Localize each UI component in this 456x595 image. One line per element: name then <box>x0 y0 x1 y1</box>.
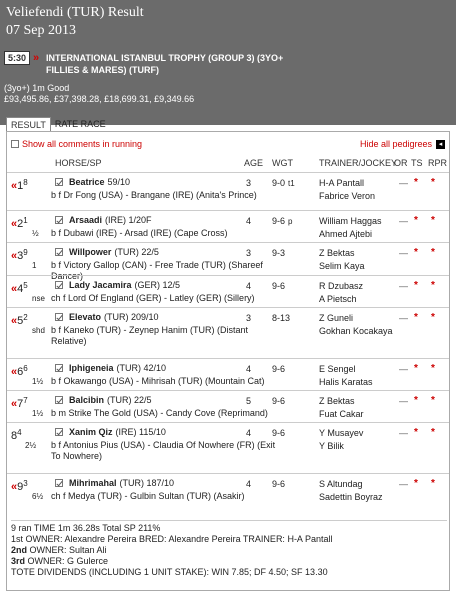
topspeed-rating: * <box>414 363 418 374</box>
trainer-name[interactable]: R Dzubasz <box>319 281 364 291</box>
draw-number: 5 <box>23 281 28 290</box>
position-number: 6 <box>17 366 24 378</box>
pedigree: b f Kaneko (TUR) - Zeynep Hanim (TUR) (Distant Relative) <box>51 325 249 346</box>
finish-position <box>11 396 44 418</box>
pedigree: b f Dr Fong (USA) - Brangane (IRE) (Anita's Prince) <box>51 190 257 200</box>
official-rating: — <box>399 396 408 406</box>
raquo-icon: « <box>11 366 18 378</box>
horse-weight <box>272 479 288 489</box>
race-time-box <box>4 51 39 65</box>
trainer-name[interactable]: Z Bektas <box>319 248 355 258</box>
checkbox-icon[interactable] <box>55 428 63 436</box>
topspeed-rating: * <box>414 312 418 323</box>
raquo-icon: « <box>11 180 18 192</box>
horse-weight <box>272 364 288 374</box>
checkbox-icon[interactable] <box>55 216 63 224</box>
horse-weight <box>272 313 293 323</box>
tab-bar <box>6 117 110 132</box>
checkbox-icon[interactable] <box>55 396 63 404</box>
rpr-rating: * <box>431 177 435 188</box>
footer-summary: 9 ran TIME 1m 36.28s Total SP 211% <box>11 523 161 533</box>
table-row <box>7 307 449 358</box>
trainer-name[interactable]: Z Guneli <box>319 313 354 323</box>
position-number: 3 <box>17 250 24 262</box>
col-wgt: WGT <box>272 158 293 168</box>
horse-sp: (TUR) 187/10 <box>119 478 175 488</box>
finish-position <box>11 428 37 450</box>
show-comments-toggle[interactable] <box>11 139 142 149</box>
horse-entry[interactable] <box>55 312 159 322</box>
pedigree: ch f Lord Of England (GER) - Latley (GER) (Sillery) <box>51 293 255 303</box>
draw-number: 3 <box>23 479 28 488</box>
hide-pedigrees-label[interactable]: Hide all pedigrees <box>359 139 432 149</box>
official-rating: — <box>399 178 408 188</box>
official-rating: — <box>399 281 408 291</box>
horse-sp: (TUR) 209/10 <box>104 312 159 322</box>
footer-first: 1st OWNER: Alexandre Pereira BRED: Alexandre Pereira TRAINER: H-A Pantall <box>11 534 333 544</box>
horse-age: 4 <box>246 428 252 438</box>
horse-sp: (TUR) 22/5 <box>107 395 152 405</box>
horse-age: 4 <box>246 281 252 291</box>
footer-third-text: OWNER: G Gulerce <box>25 556 109 566</box>
col-age: AGE <box>244 158 264 168</box>
table-row <box>7 172 449 210</box>
official-rating: — <box>399 364 408 374</box>
horse-entry[interactable] <box>55 395 152 405</box>
footer-third-label: 3rd <box>11 556 26 566</box>
headgear: t1 <box>288 179 295 188</box>
checkbox-icon[interactable] <box>55 178 63 186</box>
rpr-rating: * <box>431 280 435 291</box>
weight-value: 8-13 <box>272 313 291 323</box>
horse-name[interactable]: Lady Jacamira <box>69 280 132 290</box>
position-number: 8 <box>11 430 18 442</box>
trainer-name[interactable]: Y Musayev <box>319 428 364 438</box>
trainer-name[interactable]: E Sengel <box>319 364 356 374</box>
jockey-name[interactable]: Fuat Cakar <box>319 409 364 419</box>
rpr-rating: * <box>431 312 435 323</box>
distance-beaten: ½ <box>32 229 39 238</box>
draw-number: 8 <box>23 178 28 187</box>
horse-entry[interactable] <box>55 215 152 225</box>
headgear: p <box>288 217 293 226</box>
footer-second-label: 2nd <box>11 545 28 555</box>
horse-sp: (TUR) 22/5 <box>114 247 159 257</box>
position-number: 2 <box>17 218 24 230</box>
position-number: 4 <box>17 283 24 295</box>
position-number: 1 <box>17 180 24 192</box>
horse-entry[interactable] <box>55 478 174 488</box>
draw-number: 1 <box>23 216 28 225</box>
pedigree: b f Okawango (USA) - Mihrisah (TUR) (Mountain Cat) <box>51 376 265 386</box>
finish-position <box>11 313 45 335</box>
horse-weight <box>272 281 288 291</box>
horse-weight <box>272 178 295 188</box>
weight-value: 9-6 <box>272 396 286 406</box>
distance-beaten: 1½ <box>32 409 44 418</box>
race-header <box>0 0 456 125</box>
checkbox-icon[interactable] <box>55 364 63 372</box>
rpr-rating: * <box>431 363 435 374</box>
collapse-icon[interactable]: ◂ <box>436 140 445 149</box>
race-time: 5:30 <box>4 51 30 65</box>
horse-name[interactable]: Elevato <box>69 312 102 322</box>
distance-beaten: 1 <box>32 261 37 270</box>
tab-result[interactable]: RESULT <box>6 117 51 132</box>
result-panel <box>6 131 450 591</box>
finish-position <box>11 248 37 270</box>
horse-age: 3 <box>246 178 252 188</box>
pedigree: b f Victory Gallop (CAN) - Free Trade (TUR) (Shareef Dancer) <box>51 260 263 281</box>
finish-position <box>11 216 39 238</box>
trainer-name[interactable]: S Altundag <box>319 479 363 489</box>
raquo-icon: « <box>11 218 18 230</box>
rpr-rating: * <box>431 395 435 406</box>
rpr-rating: * <box>431 427 435 438</box>
horse-sp: (IRE) 1/20F <box>105 215 152 225</box>
horse-weight <box>272 248 288 258</box>
footer-third <box>11 556 447 567</box>
horse-age: 3 <box>246 248 252 258</box>
checkbox-icon[interactable] <box>55 313 63 321</box>
table-row <box>7 210 449 242</box>
race-name: INTERNATIONAL ISTANBUL TROPHY (GROUP 3) (3YO+ FILLIES & MARES) (TURF) <box>46 53 284 75</box>
table-row <box>7 422 449 473</box>
horse-sp: (IRE) 115/10 <box>115 427 166 437</box>
weight-value: 9-6 <box>272 216 286 226</box>
raquo-icon: « <box>11 481 18 493</box>
table-row <box>7 358 449 390</box>
topspeed-rating: * <box>414 280 418 291</box>
jockey-name[interactable]: A Pietsch <box>319 294 357 304</box>
finish-position <box>11 479 44 501</box>
finish-position <box>11 178 28 192</box>
topspeed-rating: * <box>414 395 418 406</box>
weight-value: 9-6 <box>272 364 286 374</box>
race-prizes: £93,495.86, £37,398.28, £18,699.31, £9,349.66 <box>4 94 195 104</box>
distance-beaten: 1½ <box>32 377 44 386</box>
footer-second <box>11 545 447 556</box>
topspeed-rating: * <box>414 427 418 438</box>
official-rating: — <box>399 428 408 438</box>
topspeed-rating: * <box>414 177 418 188</box>
horse-entry[interactable] <box>55 177 130 187</box>
col-trainer: TRAINER/JOCKEY <box>319 158 398 168</box>
horse-entry[interactable] <box>55 247 159 257</box>
draw-number: 2 <box>23 313 28 322</box>
draw-number: 9 <box>23 248 28 257</box>
footer-tote: TOTE DIVIDENDS (INCLUDING 1 UNIT STAKE): WIN 7.85; DF 4.50; SF 13.30 <box>11 567 328 577</box>
horse-entry[interactable] <box>55 427 166 437</box>
race-date: 07 Sep 2013 <box>6 23 76 38</box>
hide-pedigrees-link[interactable] <box>360 139 445 149</box>
draw-number: 7 <box>23 396 28 405</box>
distance-beaten: shd <box>32 326 45 335</box>
weight-value: 9-6 <box>272 479 286 489</box>
weight-value: 9-6 <box>272 428 286 438</box>
distance-beaten: 6½ <box>32 492 44 501</box>
weight-value: 9-6 <box>272 281 286 291</box>
raquo-icon: « <box>11 283 18 295</box>
pedigree: b m Strike The Gold (USA) - Candy Cove (Reprimand) <box>51 408 268 418</box>
horse-age: 4 <box>246 216 252 226</box>
race-footer <box>11 520 447 578</box>
horse-name[interactable]: Willpower <box>69 247 112 257</box>
table-row <box>7 473 449 520</box>
pedigree: b f Dubawi (IRE) - Arsad (IRE) (Cape Cross) <box>51 228 228 238</box>
finish-position <box>11 281 45 303</box>
horse-age: 3 <box>246 313 252 323</box>
trainer-name[interactable]: Z Bektas <box>319 396 355 406</box>
topspeed-rating: * <box>414 478 418 489</box>
jockey-name[interactable]: Halis Karatas <box>319 377 373 387</box>
position-number: 9 <box>17 481 24 493</box>
table-row <box>7 390 449 422</box>
raquo-icon: » <box>33 52 40 64</box>
checkbox-icon[interactable] <box>55 479 63 487</box>
col-or: OR <box>394 158 408 168</box>
draw-number: 4 <box>17 428 22 437</box>
col-rpr: RPR <box>428 158 448 168</box>
col-horse: HORSE/SP <box>55 158 102 168</box>
horse-age: 4 <box>246 364 252 374</box>
horse-sp: (TUR) 42/10 <box>116 363 167 373</box>
table-row <box>7 275 449 307</box>
pedigree: b f Antonius Pius (USA) - Claudia Of Nowhere (FR) (Exit To Nowhere) <box>51 440 276 461</box>
horse-age: 4 <box>246 479 252 489</box>
jockey-name[interactable]: Gokhan Kocakaya <box>319 326 393 336</box>
horse-name[interactable]: Balcibin <box>69 395 105 405</box>
raquo-icon: « <box>11 315 18 327</box>
weight-value: 9-3 <box>272 248 286 258</box>
horse-name[interactable]: Beatrice <box>69 177 105 187</box>
distance-beaten: nse <box>32 294 45 303</box>
horse-name[interactable]: Xanim Qiz <box>69 427 113 437</box>
topspeed-rating: * <box>414 215 418 226</box>
rpr-rating: * <box>431 478 435 489</box>
checkbox-icon[interactable] <box>55 248 63 256</box>
page-title: Veliefendi (TUR) Result <box>6 5 144 20</box>
position-number: 5 <box>17 315 24 327</box>
horse-weight <box>272 396 288 406</box>
rpr-rating: * <box>431 215 435 226</box>
tab-rate-race[interactable]: RATE RACE <box>54 119 106 129</box>
distance-beaten: 2½ <box>25 441 37 450</box>
raquo-icon: « <box>11 398 18 410</box>
topspeed-rating: * <box>414 247 418 258</box>
horse-entry[interactable] <box>55 280 180 290</box>
jockey-name[interactable]: Fabrice Veron <box>319 191 376 201</box>
rpr-rating: * <box>431 247 435 258</box>
finish-position <box>11 364 44 386</box>
checkbox-icon[interactable] <box>55 281 63 289</box>
horse-name[interactable]: Arsaadi <box>69 215 103 225</box>
horse-sp: 59/10 <box>107 177 131 187</box>
jockey-name[interactable]: Y Bilik <box>319 441 344 451</box>
footer-second-text: OWNER: Sultan Ali <box>27 545 107 555</box>
horse-entry[interactable] <box>55 363 166 373</box>
official-rating: — <box>399 248 408 258</box>
show-comments-label[interactable]: Show all comments in running <box>22 139 143 149</box>
official-rating: — <box>399 216 408 226</box>
horse-age: 5 <box>246 396 252 406</box>
race-conditions: (3yo+) 1m Good <box>4 83 70 93</box>
jockey-name[interactable]: Sadettin Boyraz <box>319 492 383 502</box>
checkbox-icon[interactable] <box>11 140 19 148</box>
trainer-name[interactable]: H-A Pantall <box>319 178 365 188</box>
position-number: 7 <box>17 398 24 410</box>
jockey-name[interactable]: Selim Kaya <box>319 261 365 271</box>
horse-weight <box>272 216 292 226</box>
horse-sp: (GER) 12/5 <box>134 280 181 290</box>
draw-number: 6 <box>23 364 28 373</box>
jockey-name[interactable]: Ahmed Ajtebi <box>319 229 373 239</box>
raquo-icon: « <box>11 250 18 262</box>
weight-value: 9-0 <box>272 178 286 188</box>
pedigree: ch f Medya (TUR) - Gulbin Sultan (TUR) (Asakir) <box>51 491 245 501</box>
horse-name[interactable]: Mihrimahal <box>69 478 117 488</box>
col-ts: TS <box>411 158 423 168</box>
horse-weight <box>272 428 288 438</box>
official-rating: — <box>399 479 408 489</box>
horse-name[interactable]: Iphigeneia <box>69 363 114 373</box>
trainer-name[interactable]: William Haggas <box>319 216 382 226</box>
table-row <box>7 242 449 281</box>
official-rating: — <box>399 313 408 323</box>
